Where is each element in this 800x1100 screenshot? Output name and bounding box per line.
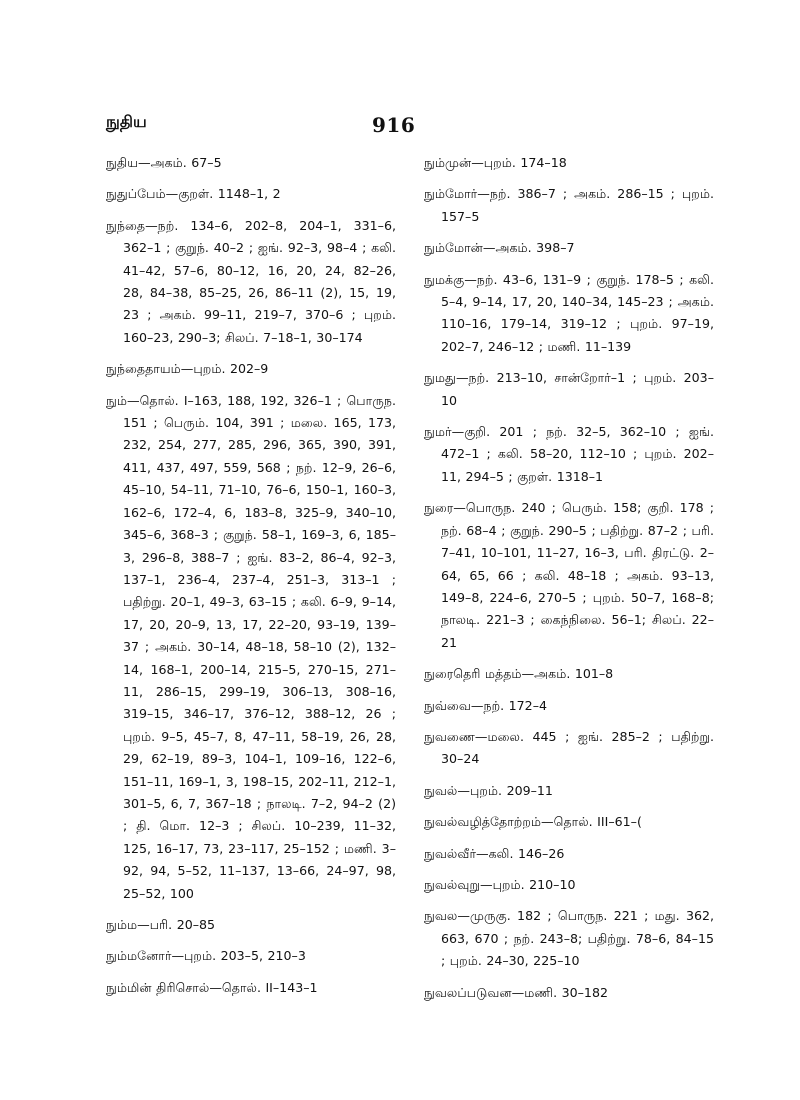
index-entry: நுவல்வுறு—புறம். 210–10 [424, 876, 576, 892]
index-entry: நுவணை—மலை. 445 ; ஐங். 285–2 ; பதிற்று. 30–24 [424, 728, 714, 767]
index-entry: நும்மின் திரிசொல்—தொல். II–143–1 [106, 979, 318, 995]
index-entry: நும்மனோர்—புறம். 203–5, 210–3 [106, 948, 306, 964]
index-entry: நுவல்வழித்தோற்றம்—தொல். III–61–( [424, 814, 642, 830]
page-number: 916 [372, 113, 416, 137]
index-entry: நுரை—பொருந. 240 ; பெரும். 158; குறி. 178 ; நற். 68–4 ; குறுந். 290–5 ; பதிற்று. 87–2 ; பரி. 7–41, 10–101, 11–27, 16–3, பரி. திரட்டு. 2–64, 65, 66 ; கலி. 48–18 ; அகம். 93–13, 149–8, 224–6, 270–5 ; புறம். 50–7, 168–8; நாலடி. 221–3 ; கைந்நிலை. 56–1; சிலப். 22–21 [424, 500, 714, 650]
index-entry: நுவல்—புறம். 209–11 [424, 782, 553, 798]
index-entry: நும்மோன்—அகம். 398–7 [424, 240, 575, 256]
index-entry: நும்—தொல். I–163, 188, 192, 326–1 ; பொருந. 151 ; பெரும். 104, 391 ; மலை. 165, 173, 232, 254, 277, 285, 296, 365, 390, 391, 411, 437, 497, 559, 568 ; நற். 12–9, 26–6, 45–10, 54–11, 71–10, 76–6, 150–1, 160–3, 162–6, 172–4, 6, 183–8, 325–9, 340–10, 345–6, 368–3 ; குறுந். 58–1, 169–3, 6, 185–3, 296–8, 388–7 ; ஐங். 83–2, 86–4, 92–3, 137–1, 236–4, 237–4, 251–3, 313–1 ; பதிற்று. 20–1, 49–3, 63–15 ; கலி. 6–9, 9–14, 17, 20, 20–9, 13, 17, 22–20, 93–19, 139–37 ; அகம். 30–14, 48–18, 58–10 (2), 132–14, 168–1, 200–14, 215–5, 270–15, 271–11, 286–15, 299–19, 306–13, 308–16, 319–15, 346–17, 376–12, 388–12, 26 ; புறம். 9–5, 45–7, 8, 47–11, 58–19, 26, 28, 29, 62–19, 89–3, 104–1, 109–16, 122–6, 151–11, 169–1, 3, 198–15, 202–11, 212–1, 301–5, 6, 7, 367–18 ; நாலடி. 7–2, 94–2 (2) ; தி. மொ. 12–3 ; சிலப். 10–239, 11–32, 125, 16–17, 73, 23–117, 25–152 ; மணி. 3–92, 94, 5–52, 11–137, 13–66, 24–97, 98, 25–52, 100 [106, 392, 396, 901]
index-entry: நுவ்வை—நற். 172–4 [424, 697, 548, 713]
index-entry: நுமது—நற். 213–10, சான்றோர்–1 ; புறம். 203–10 [424, 370, 714, 408]
right-column [424, 152, 714, 1013]
index-entry: நுதிய—அகம். 67–5 [106, 155, 222, 170]
index-entry: நுவல—முருகு. 182 ; பொருந. 221 ; மது. 362, 663, 670 ; நற். 243–8; பதிற்று. 78–6, 84–15 ; புறம். 24–30, 225–10 [424, 908, 714, 969]
index-entry: நும்ம—பரி. 20–85 [106, 917, 216, 932]
index-entry: நும்முன்—புறம். 174–18 [424, 155, 567, 170]
index-entry: நுமர்—குறி. 201 ; நற். 32–5, 362–10 ; ஐங். 472–1 ; கலி. 58–20, 112–10 ; புறம். 202–11, 294–5 ; குறள். 1318–1 [424, 424, 714, 484]
index-entry: நுவல்வீர்—கலி. 146–26 [424, 845, 565, 861]
left-column [106, 152, 396, 1008]
index-entry: நுமக்கு—நற். 43–6, 131–9 ; குறுந். 178–5 ; கலி. 5–4, 9–14, 17, 20, 140–34, 145–23 ; அகம். 110–16, 179–14, 319–12 ; புறம். 97–19, 202–7, 246–12 ; மணி. 11–139 [424, 271, 714, 354]
index-entry: நுந்தை—நற். 134–6, 202–8, 204–1, 331–6, 362–1 ; குறுந். 40–2 ; ஐங். 92–3, 98–4 ; கலி. 41–42, 57–6, 80–12, 16, 20, 24, 82–26, 28, 84–38, 85–25, 26, 86–11 (2), 15, 19, 23 ; அகம். 99–11, 219–7, 370–6 ; புறம். 160–23, 290–3; சிலப். 7–18–1, 30–174 [106, 217, 396, 345]
running-head-word: நுதிய [106, 112, 147, 131]
index-entry: நும்மோர்—நற். 386–7 ; அகம். 286–15 ; புறம். 157–5 [424, 186, 714, 224]
index-entry: நுரைதெரி மத்தம்—அகம். 101–8 [424, 666, 614, 682]
index-entry: நுவலப்படுவன—மணி. 30–182 [424, 984, 608, 1000]
index-entry: நுதுப்பேம்—குறள். 1148–1, 2 [106, 186, 281, 202]
index-entry: நுந்தைதாயம்—புறம். 202–9 [106, 361, 269, 377]
